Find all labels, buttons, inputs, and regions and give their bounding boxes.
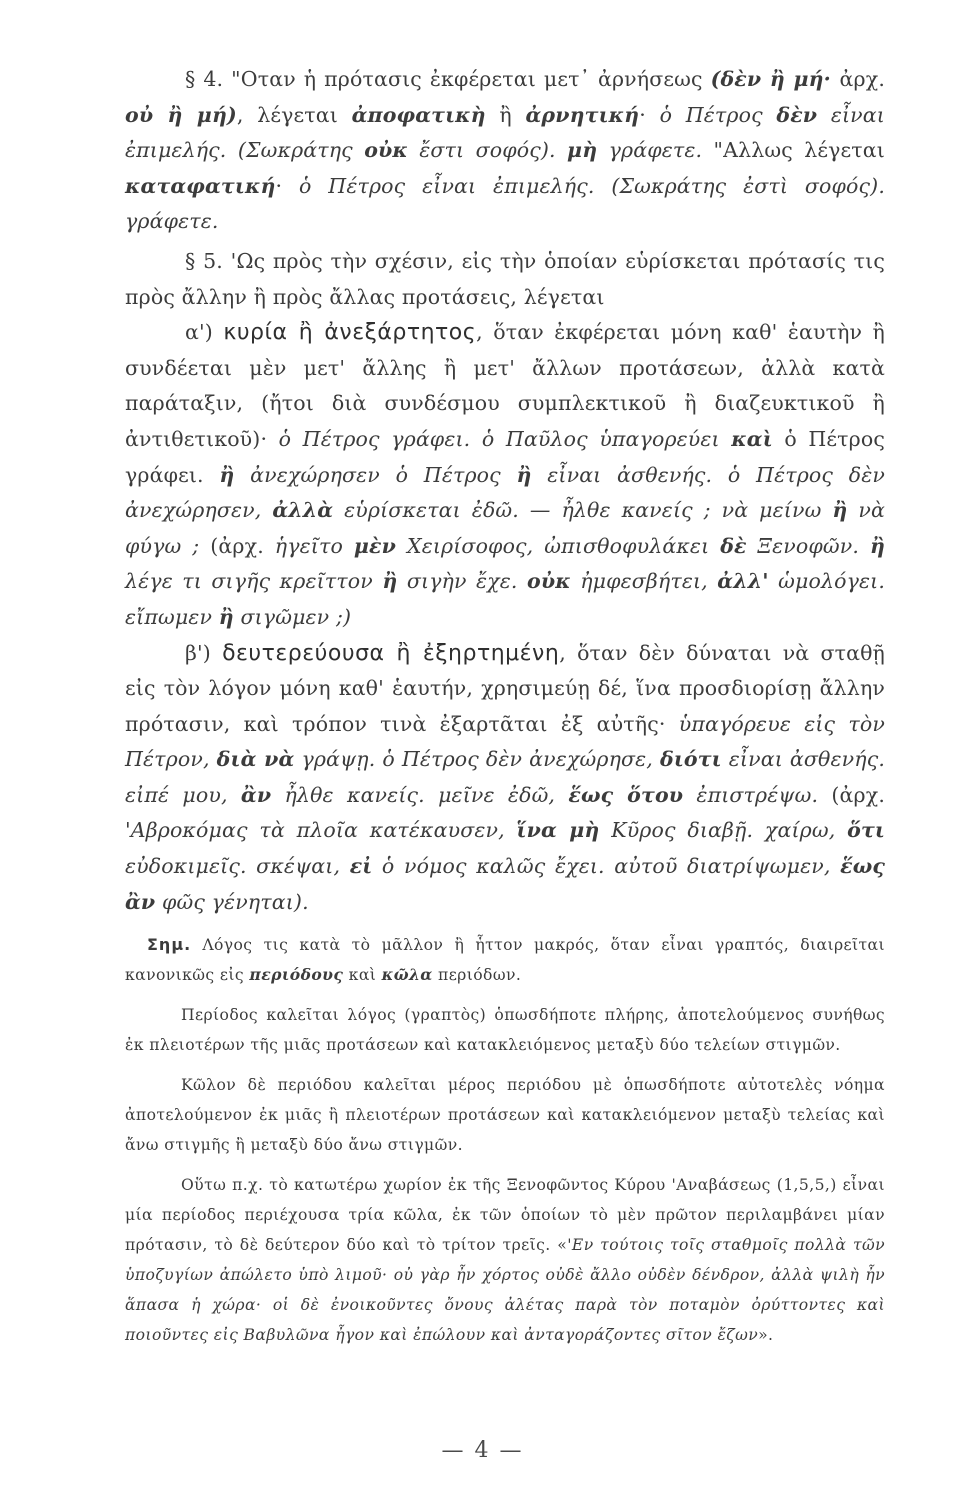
text-run: κυρία ἢ ἀνεξάρτητος <box>223 320 477 346</box>
paragraph-dependent-clause <box>125 636 885 921</box>
text-run: Χειρίσοφος, ὠπισθοφυλάκει <box>396 533 721 558</box>
text-run: περιόδους <box>249 965 344 985</box>
text-run: δὲ <box>720 533 747 558</box>
text-run: ὑπαγόρευε εἰς τὸν Πέτρον, <box>125 711 885 772</box>
text-run: ». <box>758 1326 774 1345</box>
text-run: ἀνεχώρησεν ὁ Πέτρος <box>234 462 517 487</box>
text-run: δευτερεύουσα ἢ ἐξηρτημένη <box>222 640 560 666</box>
text-run: ἂν <box>240 782 272 807</box>
text-run: ὡμολόγει. εἴπωμεν <box>125 569 885 629</box>
text-run: Περίοδος καλεῖται λόγος (γραπτὸς) ὁπωσδήποτε πλήρης, ἀποτελούμενος συνήθως ἐκ πλειοτέρων τῆς μιᾶς προτάσεων καὶ κατακλειόμενος μεταξὺ δύο τελείων στιγμῶν. <box>125 1006 885 1055</box>
text-run: δὲν <box>776 102 818 127</box>
text-run: περιόδων. <box>432 966 522 985</box>
text-run: ὅτι <box>847 818 885 843</box>
text-run: ἀρχ. <box>839 67 885 91</box>
text-run: εὐδοκιμεῖς. σκέψαι, <box>125 854 350 879</box>
text-run: εἶναι ἐπιμελής. (Σωκράτης <box>125 102 885 163</box>
text-run: ὁ νόμος καλῶς ἔχει. αὐτοῦ διατρίψωμεν, <box>372 854 841 879</box>
text-run: , ὅταν δὲν δύναται νὰ σταθῇ εἰς τὸν λόγον μόνη καθ' ἑαυτήν, χρησιμεύῃ δέ, ἵνα προσδιορίσῃ ἄλλην πρότασιν, καὶ τρόπον τινὰ ἐξαρτᾶται ἐξ αὐτῆς· <box>125 640 885 736</box>
note-xenophon-example <box>125 1170 885 1350</box>
page-content <box>125 62 885 1360</box>
text-run: ἀλλ' <box>717 569 769 594</box>
text-run: Κῶλον δὲ περιόδου καλεῖται μέρος περιόδου μὲ ὁπωσδήποτε αὐτοτελὲς νόημα ἀποτελούμενον ἐκ μιᾶς ἢ πλειοτέρων προτάσεων καὶ κατακλειόμενον μεταξὺ τελείας καὶ ἄνω στιγμῆς ἢ μεταξὺ δύο ἄνω στιγμῶν. <box>125 1076 885 1155</box>
text-run: Ξενοφῶν. <box>746 533 870 558</box>
text-run: ἔστι σοφός). <box>407 138 568 163</box>
footnotes <box>125 930 885 1350</box>
text-run: οὐκ <box>527 569 571 594</box>
text-run: σιγῶμεν ;) <box>233 604 352 629</box>
text-run: φῶς γένηται). <box>155 889 309 914</box>
page-number: — 4 — <box>441 1438 524 1463</box>
text-run: ἠμφεσβήτει, <box>570 569 718 594</box>
text-run: κῶλα <box>381 965 433 985</box>
text-run: ἢ <box>218 604 234 629</box>
text-run: Κῦρος διαβῇ. χαίρω, <box>599 818 848 843</box>
text-run: οὐ ἢ μή) <box>125 102 237 127</box>
text-run: ἕως ἂν <box>125 854 885 914</box>
text-run: καὶ <box>343 966 382 985</box>
text-run: ὁ Πέτρος <box>659 102 777 127</box>
text-run: καὶ <box>731 426 773 451</box>
text-run: "Αλλως λέγεται <box>702 138 885 163</box>
text-run: ἢ <box>869 533 886 558</box>
text-run: ὁ Πέτρος εἶναι ἐπιμελής. (Σωκράτης ἐστὶ σοφός). γράφετε. <box>125 173 885 234</box>
main-text <box>125 62 885 920</box>
note-period-definition <box>125 1000 885 1060</box>
text-run: (ἀρχ. <box>831 782 885 807</box>
text-run: · <box>275 173 299 198</box>
note-periods-and-cola <box>125 930 885 990</box>
text-run: ἀρνητική <box>525 102 640 127</box>
text-run: § 5. 'Ως πρὸς τὴν σχέσιν, εἰς τὴν ὁποίαν εὑρίσκεται πρότασίς τις πρὸς ἄλλην ἢ πρὸς ἄλλας προτάσεις, λέγεται <box>125 248 885 309</box>
text-run: εἶναι ἀσθενής. εἰπέ μου, <box>125 747 886 807</box>
text-run: , ὅταν ἐκφέρεται μόνη καθ' ἑαυτὴν ἢ συνδέεται μὲν μετ' ἄλλης ἢ μετ' ἄλλων προτάσεων, ἀλλὰ κατὰ παράταξιν, (ἤτοι διὰ συνδέσμου συμπλεκτικοῦ ἢ διαζευκτικοῦ ἢ ἀντιθετικοῦ)· <box>125 320 885 451</box>
text-run: ἐπιστρέψω. <box>683 782 832 807</box>
text-run: διότι <box>660 747 722 772</box>
text-run: ἡγεῖτο <box>274 533 354 558</box>
text-run: β') <box>185 640 223 665</box>
paragraph-independent-clause <box>125 315 885 635</box>
text-run: ὁ Πέτρος γράφει. ὁ Παῦλος ὑπαγορεύει <box>278 426 732 451</box>
text-run: ἦλθε κανείς. μεῖνε ἐδῶ, <box>271 782 569 807</box>
text-run: ἀποφατικὴ <box>351 102 486 127</box>
text-run: σιγὴν ἔχε. <box>397 569 528 594</box>
text-run: (δὲν ἢ μή· <box>710 67 840 91</box>
text-run: Οὕτω π.χ. τὸ κατωτέρω χωρίον ἐκ τῆς Ξενοφῶντος Κύρου 'Αναβάσεως (1,5,5,) εἶναι μία περίοδος περιέχουσα τρία κῶλα, ἐκ τῶν ὁποίων τὸ μὲν πρῶτον περιλαμβάνει μίαν πρότασιν, τὸ δὲ δεύτερον δύο καὶ τὸ τρίτον τρεῖς. « <box>125 1176 885 1255</box>
text-run: ἵνα μὴ <box>516 818 600 843</box>
text-run: ὁ Πέτρος γράφει. <box>125 426 885 487</box>
text-run: ἢ <box>382 569 398 594</box>
text-run: νὰ φύγω ; <box>125 498 885 558</box>
text-run: εἰ <box>349 854 373 879</box>
text-run: γράφετε. <box>597 138 703 163</box>
text-run: μὴ <box>567 138 598 163</box>
note-colon-definition <box>125 1070 885 1160</box>
text-run: § 4. "Οταν ἡ πρότασις ἐκφέρεται μετ᾽ ἀρνήσεως <box>185 67 711 91</box>
text-run: μὲν <box>353 533 397 558</box>
text-run: 'Αβροκόμας τὰ πλοῖα κατέκαυσεν, <box>125 818 517 843</box>
text-run: λέγε τι σιγῆς κρεῖττον <box>125 569 383 594</box>
paragraph-section-5 <box>125 244 885 315</box>
text-run: ἢ <box>832 498 848 523</box>
text-run: εὑρίσκεται ἐδῶ. — ἦλθε κανείς ; νὰ μείνω <box>333 498 833 523</box>
text-run: διὰ νὰ <box>216 747 295 772</box>
text-run: α') <box>185 320 224 345</box>
text-run: 'Εν τούτοις τοῖς σταθμοῖς πολλὰ τῶν ὑποζυγίων ἀπώλετο ὑπὸ λιμοῦ· οὐ γὰρ ἦν χόρτος οὐδὲ ἄλλο οὐδὲν δένδρον, ἀλλὰ ψιλὴ ἦν ἅπασα ἡ χώρα· οἱ δὲ ἐνοικοῦντες ὄνους ἀλέτας παρὰ τὸν ποταμὸν ὀρύττοντες καὶ ποιοῦντες εἰς Βαβυλῶνα ἦγον καὶ ἐπώλουν καὶ ἀνταγοράζοντες σῖτον ἔζων <box>125 1236 885 1345</box>
text-run: καταφατική <box>125 173 276 198</box>
text-run: (ἀρχ. <box>210 533 275 558</box>
text-run: οὐκ <box>364 138 408 163</box>
text-run: ἀλλὰ <box>272 498 334 523</box>
text-run: γράψῃ. ὁ Πέτρος δὲν ἀνεχώρησε, <box>294 747 660 772</box>
text-run: · <box>639 102 660 127</box>
text-run: Λόγος τις κατὰ τὸ μᾶλλον ἢ ἧττον μακρός, ὅταν εἶναι γραπτός, διαιρεῖται κανονικῶς εἰς <box>125 936 885 985</box>
paragraph-section-4 <box>125 62 885 240</box>
text-run: Σημ. <box>147 935 192 955</box>
text-run: ἢ <box>516 462 532 487</box>
text-run: , λέγεται <box>236 102 352 127</box>
text-run: ἢ <box>485 102 526 127</box>
text-run: ἕως ὅτου <box>568 782 684 807</box>
text-run: εἶναι ἀσθενής. ὁ Πέτρος δὲν ἀνεχώρησεν, <box>125 462 885 523</box>
text-run: ἢ <box>219 462 235 487</box>
